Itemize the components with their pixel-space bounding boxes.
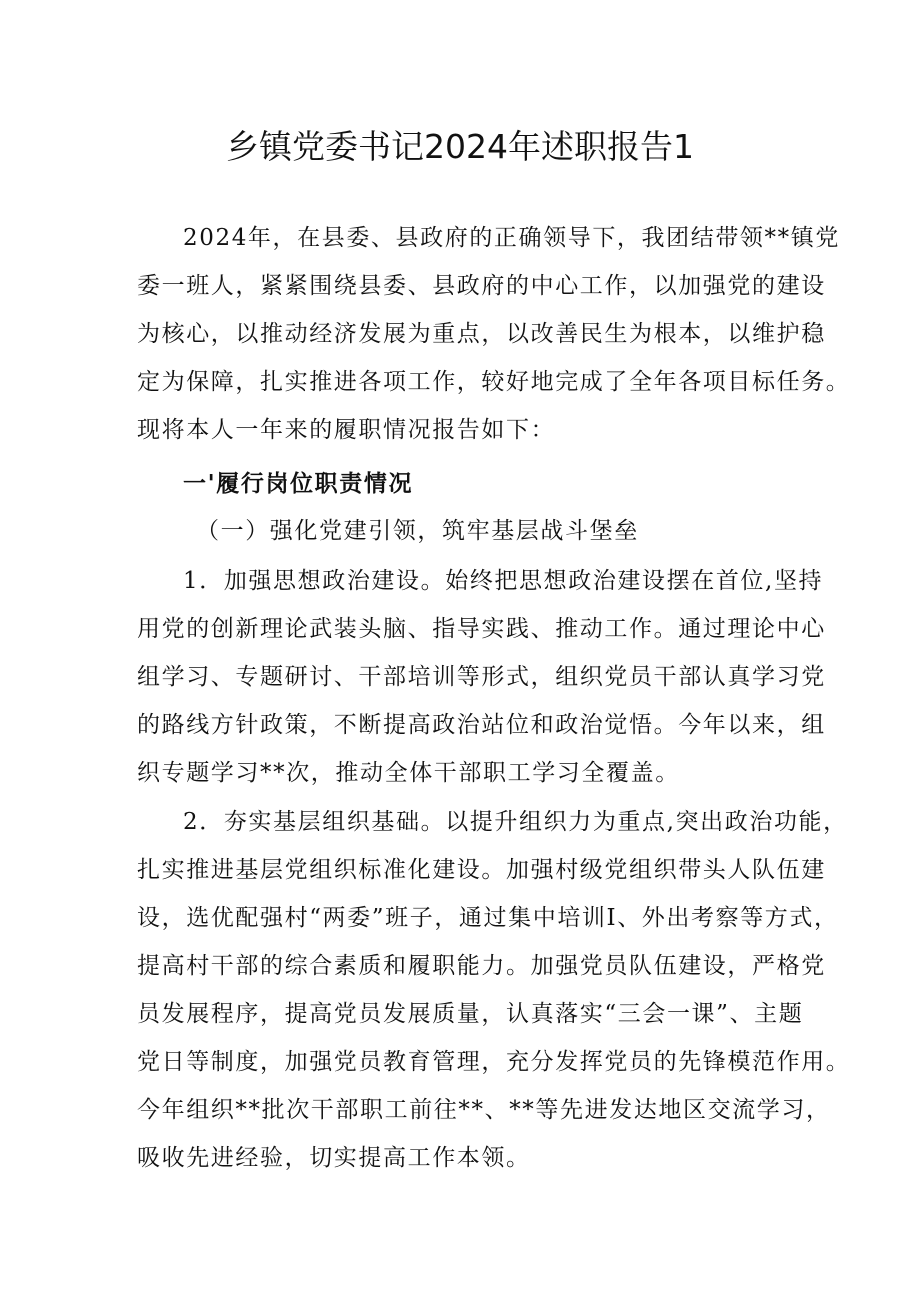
paragraph-line: 扎实推进基层党组织标准化建设。加强村级党组织带头人队伍建: [137, 857, 826, 883]
paragraph-line: 组学习、专题研讨、干部培训等形式，组织党员干部认真学习党: [137, 664, 826, 690]
paragraph-line: 提高村干部的综合素质和履职能力。加强党员队伍建设，严格党: [137, 953, 826, 979]
paragraph-line: 2024年，在县委、县政府的正确领导下，我团结带领**镇党: [183, 225, 840, 251]
item-1-paragraph: [137, 557, 826, 797]
paragraph-line: 员发展程序，提高党员发展质量，认真落实“三会一课”、主题: [137, 1001, 804, 1027]
paragraph-line: 织专题学习**次，推动全体干部职工学习全覆盖。: [137, 760, 680, 786]
paragraph-line: 今年组织**批次干部职工前往**、**等先进发达地区交流学习，: [137, 1097, 831, 1123]
paragraph-line: 吸收先进经验，切实提高工作本领。: [137, 1145, 531, 1171]
document-title: 乡镇党委书记2024年述职报告1: [226, 127, 694, 166]
paragraph-line: 委一班人，紧紧围绕县委、县政府的中心工作，以加强党的建设: [137, 273, 826, 299]
paragraph-line: 设，选优配强村“两委”班子，通过集中培训I、外出考察等方式，: [137, 905, 839, 931]
intro-paragraph: [137, 214, 851, 454]
subsection-heading: （一）强化党建引领，筑牢基层战斗堡垒: [196, 518, 639, 544]
paragraph-line: 2．夯实基层组织基础。以提升组织力为重点,突出政治功能，: [183, 809, 848, 835]
paragraph-line: 1．加强思想政治建设。始终把思想政治建设摆在首位,坚持: [183, 568, 824, 594]
section-heading: 一'履行岗位职责情况: [183, 470, 414, 497]
paragraph-line: 定为保障，扎实推进各项工作，较好地完成了全年各项目标任务。: [137, 369, 851, 395]
item-2-paragraph: [137, 798, 851, 1182]
paragraph-line: 现将本人一年来的履职情况报告如下：: [137, 417, 556, 443]
paragraph-line: 用党的创新理论武装头脑、指导实践、推动工作。通过理论中心: [137, 616, 826, 642]
paragraph-line: 的路线方针政策，不断提高政治站位和政治觉悟。今年以来，组: [137, 712, 826, 738]
paragraph-line: 党日等制度，加强党员教育管理，充分发挥党员的先锋模范作用。: [137, 1049, 851, 1075]
paragraph-line: 为核心，以推动经济发展为重点，以改善民生为根本，以维护稳: [137, 321, 826, 347]
